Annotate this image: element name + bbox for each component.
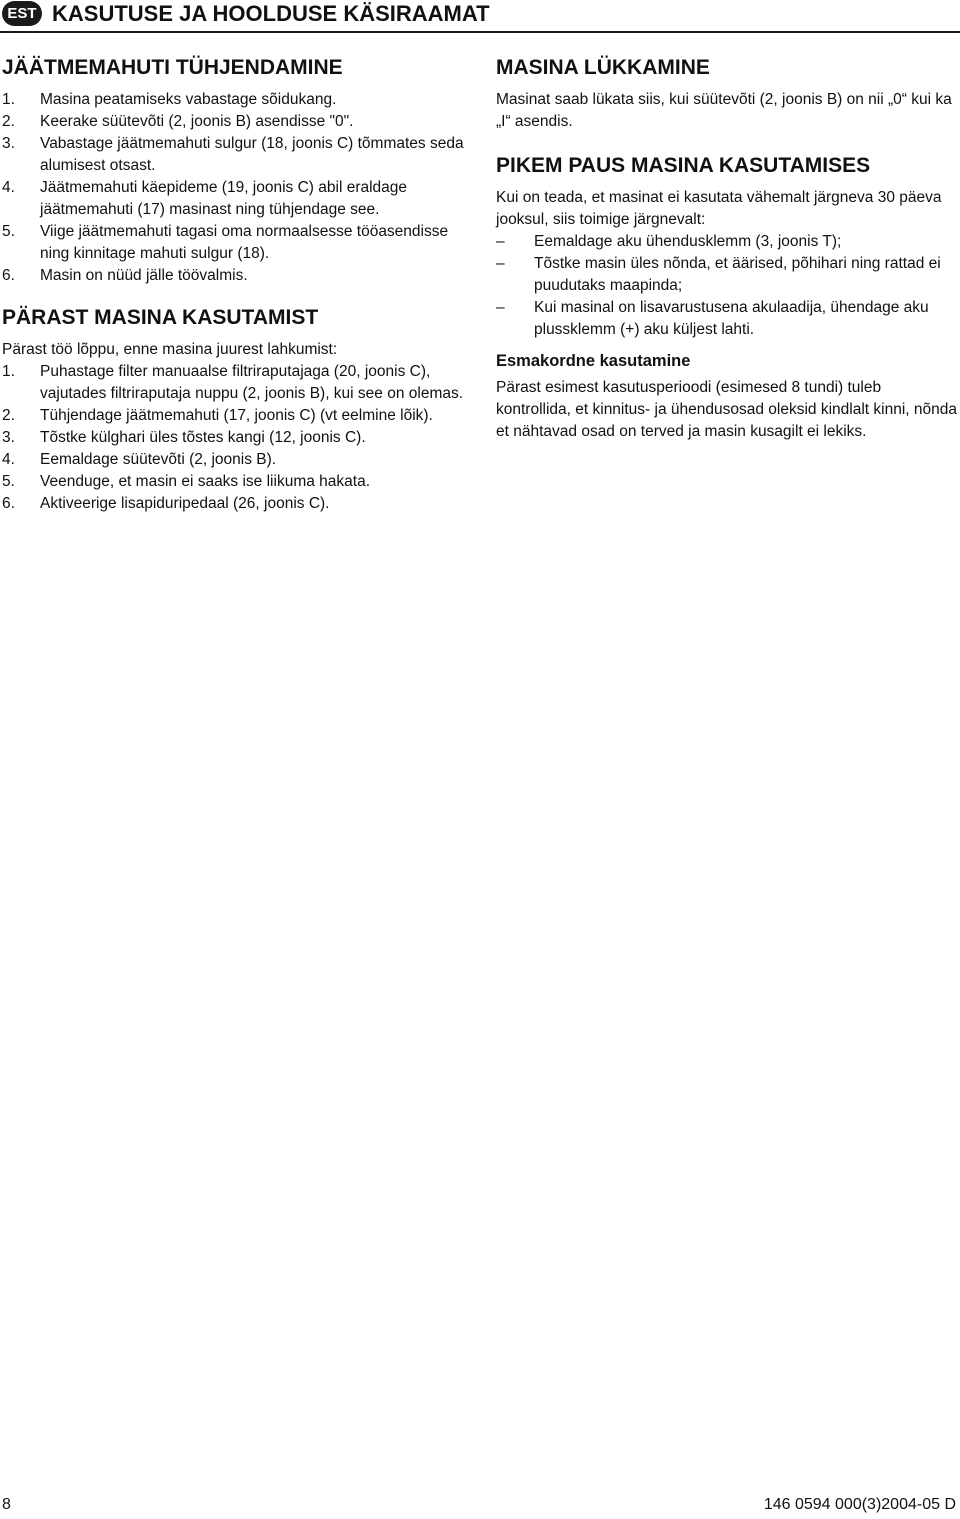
step-number: 4. bbox=[2, 179, 15, 196]
list-item bbox=[2, 221, 470, 265]
list-item bbox=[2, 265, 470, 287]
step-text: Vabastage jäätmemahuti sulgur (18, joonis C) tõmmates seda alumisest otsast. bbox=[40, 135, 464, 174]
step-number: 1. bbox=[2, 363, 15, 380]
dash-bullet: – bbox=[496, 255, 505, 272]
list-item bbox=[496, 231, 958, 253]
list-item bbox=[2, 471, 470, 493]
pushing-text: Masinat saab lükata siis, kui süütevõti (2, joonis B) on nii „0“ kui ka „I“ asendis. bbox=[496, 91, 952, 130]
step-number: 2. bbox=[2, 407, 15, 424]
step-text: Tõstke külghari üles tõstes kangi (12, joonis C). bbox=[40, 429, 366, 446]
header-rule bbox=[0, 31, 960, 33]
long-pause-intro: Kui on teada, et masinat ei kasutata vähemalt järgneva 30 päeva jooksul, siis toimige järgnevalt: bbox=[496, 189, 942, 228]
step-number: 6. bbox=[2, 267, 15, 284]
step-number: 1. bbox=[2, 91, 15, 108]
step-number: 5. bbox=[2, 223, 15, 240]
page-number: 8 bbox=[2, 1496, 11, 1513]
step-number: 2. bbox=[2, 113, 15, 130]
section-title-after-use: PÄRAST MASINA KASUTAMIST bbox=[2, 306, 319, 329]
list-item bbox=[2, 361, 470, 405]
section-title-long-pause: PIKEM PAUS MASINA KASUTAMISES bbox=[496, 154, 871, 177]
section-title-first-use: Esmakordne kasutamine bbox=[496, 352, 691, 370]
list-item bbox=[2, 133, 470, 177]
list-item bbox=[2, 89, 470, 111]
section-title-pushing: MASINA LÜKKAMINE bbox=[496, 56, 710, 79]
left-column bbox=[2, 55, 470, 515]
right-column bbox=[496, 55, 958, 443]
after-use-intro: Pärast töö lõppu, enne masina juurest lahkumist: bbox=[2, 341, 338, 358]
list-item bbox=[2, 177, 470, 221]
step-number: 3. bbox=[2, 135, 15, 152]
dash-bullet: – bbox=[496, 299, 505, 316]
step-text: Viige jäätmemahuti tagasi oma normaalsesse tööasendisse ning kinnitage mahuti sulgur (18). bbox=[40, 223, 449, 262]
list-text: Eemaldage aku ühendusklemm (3, joonis T); bbox=[534, 233, 842, 250]
first-use-text: Pärast esimest kasutusperioodi (esimesed 8 tundi) tuleb kontrollida, et kinnitus- ja ühendusosad oleksid kindlalt kinni, nõnda et nähtavad osad on terved ja masin kusagilt ei lekiks. bbox=[496, 379, 957, 440]
step-text: Aktiveerige lisapiduripedaal (26, joonis C). bbox=[40, 495, 330, 512]
step-text: Masin on nüüd jälle töövalmis. bbox=[40, 267, 248, 284]
step-text: Keerake süütevõti (2, joonis B) asendisse "0". bbox=[40, 113, 354, 130]
list-text: Tõstke masin üles nõnda, et äärised, põhihari ning rattad ei puudutaks maapinda; bbox=[534, 255, 941, 294]
list-text: Kui masinal on lisavarustusena akulaadija, ühendage aku plussklemm (+) aku küljest lahti. bbox=[534, 299, 929, 338]
step-text: Jäätmemahuti käepideme (19, joonis C) abil eraldage jäätmemahuti (17) masinast ning tühjendage see. bbox=[40, 179, 408, 218]
step-text: Puhastage filter manuaalse filtriraputajaga (20, joonis C), vajutades filtriraputaja nuppu (2, joonis B), kui see on olemas. bbox=[40, 363, 464, 402]
step-text: Veenduge, et masin ei saaks ise liikuma hakata. bbox=[40, 473, 370, 490]
step-number: 3. bbox=[2, 429, 15, 446]
document-title: KASUTUSE JA HOOLDUSE KÄSIRAAMAT bbox=[52, 1, 490, 26]
list-item bbox=[496, 253, 958, 297]
step-number: 4. bbox=[2, 451, 15, 468]
language-badge: EST bbox=[2, 1, 42, 26]
document-code: 146 0594 000(3)2004-05 D bbox=[763, 1496, 956, 1513]
list-item bbox=[2, 427, 470, 449]
step-number: 6. bbox=[2, 495, 15, 512]
page-header bbox=[0, 0, 960, 34]
section-title-emptying: JÄÄTMEMAHUTI TÜHJENDAMINE bbox=[2, 56, 343, 79]
list-item bbox=[2, 111, 470, 133]
long-pause-list bbox=[496, 231, 958, 341]
dash-bullet: – bbox=[496, 233, 505, 250]
list-item bbox=[2, 449, 470, 471]
emptying-steps-list bbox=[2, 89, 470, 287]
step-text: Eemaldage süütevõti (2, joonis B). bbox=[40, 451, 277, 468]
after-use-steps-list bbox=[2, 361, 470, 515]
list-item bbox=[496, 297, 958, 341]
step-text: Tühjendage jäätmemahuti (17, joonis C) (vt eelmine lõik). bbox=[40, 407, 433, 424]
step-number: 5. bbox=[2, 473, 15, 490]
list-item bbox=[2, 493, 470, 515]
list-item bbox=[2, 405, 470, 427]
step-text: Masina peatamiseks vabastage sõidukang. bbox=[40, 91, 337, 108]
